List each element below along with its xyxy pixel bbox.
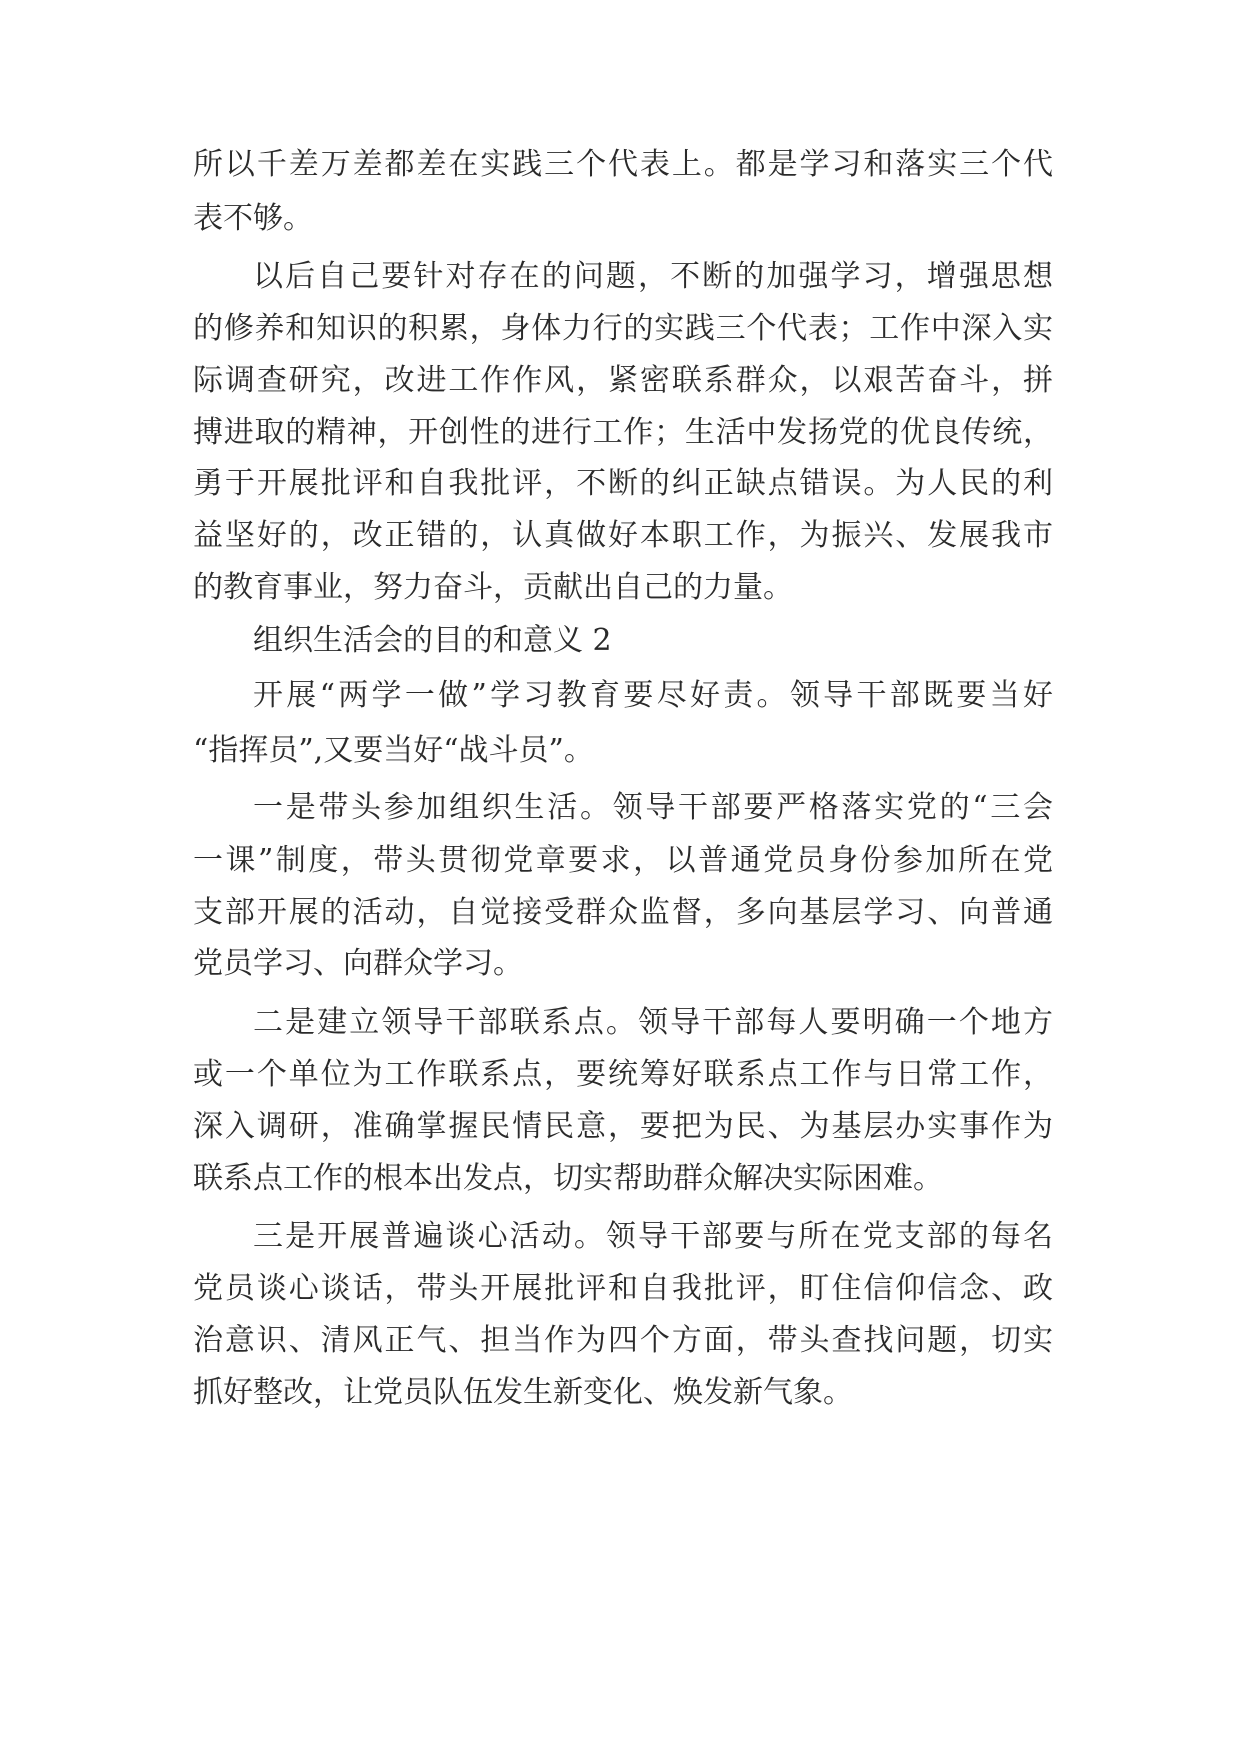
paragraph-4-line-4: 党员学习、向群众学习。 [193, 946, 523, 981]
paragraph-2-line-2: 的修养和知识的积累，身体力行的实践三个代表；工作中深入实 [193, 311, 1053, 346]
paragraph-4-line-1: 一是带头参加组织生活。领导干部要严格落实党的“三会 [253, 790, 1053, 825]
paragraph-6-line-4: 抓好整改，让党员队伍发生新变化、焕发新气象。 [193, 1375, 853, 1410]
paragraph-2-line-6: 益坚好的，改正错的，认真做好本职工作，为振兴、发展我市 [193, 518, 1053, 553]
paragraph-5-line-2: 或一个单位为工作联系点，要统筹好联系点工作与日常工作， [193, 1057, 1053, 1092]
paragraph-6-line-3: 治意识、清风正气、担当作为四个方面，带头查找问题，切实 [193, 1323, 1053, 1358]
section-heading: 组织生活会的目的和意义 2 [253, 623, 612, 658]
paragraph-5-line-4: 联系点工作的根本出发点，切实帮助群众解决实际困难。 [193, 1161, 943, 1196]
paragraph-4-line-3: 支部开展的活动，自觉接受群众监督，多向基层学习、向普通 [193, 895, 1053, 930]
paragraph-1-line-1: 所以千差万差都差在实践三个代表上。都是学习和落实三个代 [193, 147, 1053, 182]
paragraph-4-line-2: 一课”制度，带头贯彻党章要求，以普通党员身份参加所在党 [193, 843, 1053, 878]
paragraph-3-line-1: 开展“两学一做”学习教育要尽好责。领导干部既要当好 [253, 678, 1053, 713]
paragraph-2-line-3: 际调查研究，改进工作作风，紧密联系群众，以艰苦奋斗，拼 [193, 363, 1053, 398]
paragraph-2-line-1: 以后自己要针对存在的问题，不断的加强学习，增强思想 [253, 259, 1053, 294]
paragraph-2-line-4: 搏进取的精神，开创性的进行工作；生活中发扬党的优良传统， [193, 415, 1053, 450]
paragraph-1-line-2: 表不够。 [193, 201, 313, 236]
paragraph-6-line-2: 党员谈心谈话，带头开展批评和自我批评，盯住信仰信念、政 [193, 1271, 1053, 1306]
paragraph-2-line-7: 的教育事业，努力奋斗，贡献出自己的力量。 [193, 570, 793, 605]
paragraph-5-line-3: 深入调研，准确掌握民情民意，要把为民、为基层办实事作为 [193, 1109, 1053, 1144]
paragraph-6-line-1: 三是开展普遍谈心活动。领导干部要与所在党支部的每名 [253, 1219, 1053, 1254]
paragraph-5-line-1: 二是建立领导干部联系点。领导干部每人要明确一个地方 [253, 1005, 1053, 1040]
paragraph-3-line-2: “指挥员”,又要当好“战斗员”。 [193, 733, 594, 768]
paragraph-2-line-5: 勇于开展批评和自我批评，不断的纠正缺点错误。为人民的利 [193, 466, 1053, 501]
